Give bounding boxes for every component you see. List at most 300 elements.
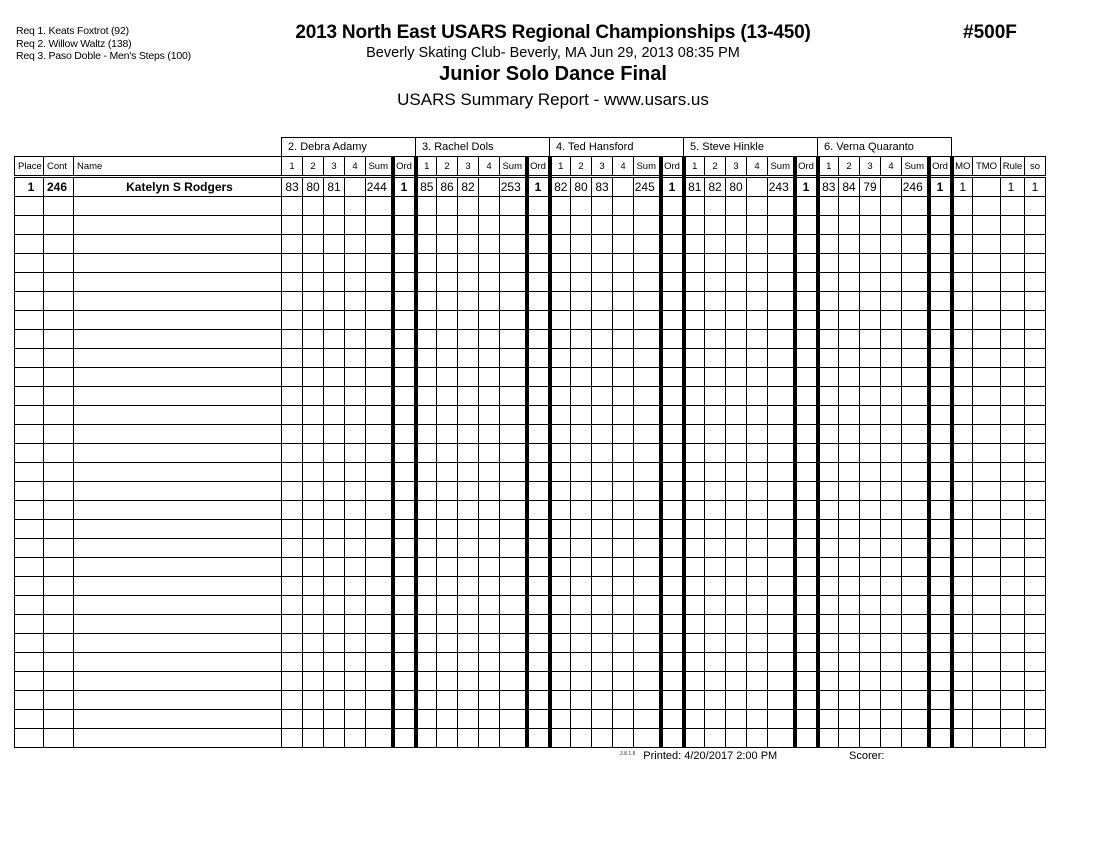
empty-cell	[839, 368, 860, 387]
empty-cell	[500, 501, 527, 520]
place-cell: 1	[15, 177, 44, 197]
empty-cell	[613, 330, 634, 349]
empty-cell	[458, 292, 479, 311]
empty-ord-cell	[929, 425, 952, 444]
empty-cell	[634, 558, 661, 577]
empty-cell	[902, 710, 929, 729]
empty-cell	[613, 273, 634, 292]
empty-cell	[282, 653, 303, 672]
empty-cell	[952, 387, 973, 406]
empty-cell	[705, 235, 726, 254]
empty-cell	[860, 254, 881, 273]
empty-cell	[952, 634, 973, 653]
empty-cell	[550, 216, 571, 235]
empty-cell	[839, 710, 860, 729]
empty-cell	[458, 729, 479, 748]
empty-cell	[818, 349, 839, 368]
empty-cell	[282, 406, 303, 425]
col-tmo: TMO	[973, 157, 1001, 177]
empty-cell	[613, 634, 634, 653]
empty-cell	[366, 254, 393, 273]
empty-cell	[1025, 501, 1046, 520]
col-judge2-2: 2	[303, 157, 324, 177]
empty-cell	[1001, 501, 1025, 520]
empty-cell	[571, 216, 592, 235]
empty-cell	[747, 520, 768, 539]
empty-cell	[726, 349, 747, 368]
empty-cell	[303, 311, 324, 330]
empty-cell	[324, 444, 345, 463]
empty-cell	[881, 482, 902, 501]
empty-cell	[818, 425, 839, 444]
empty-cell	[437, 406, 458, 425]
empty-cell	[705, 691, 726, 710]
empty-cell	[282, 292, 303, 311]
empty-cell	[973, 577, 1001, 596]
empty-ord-cell	[661, 425, 684, 444]
col-judge6-3: 3	[860, 157, 881, 177]
empty-ord-cell	[393, 197, 416, 216]
empty-cell	[634, 273, 661, 292]
empty-cell	[345, 406, 366, 425]
empty-cell	[860, 349, 881, 368]
empty-cell	[366, 520, 393, 539]
empty-cell	[324, 729, 345, 748]
empty-cell	[684, 501, 705, 520]
empty-cell	[634, 349, 661, 368]
empty-cell	[634, 387, 661, 406]
empty-cell	[726, 539, 747, 558]
empty-cell	[366, 691, 393, 710]
empty-ord-cell	[661, 273, 684, 292]
empty-ord-cell	[661, 406, 684, 425]
empty-ord-cell	[795, 349, 818, 368]
empty-cell	[74, 710, 282, 729]
judge-header-row	[15, 138, 1046, 157]
empty-cell	[550, 691, 571, 710]
empty-cell	[902, 520, 929, 539]
empty-cell	[818, 577, 839, 596]
empty-row	[15, 273, 1046, 292]
empty-cell	[282, 368, 303, 387]
empty-cell	[881, 444, 902, 463]
empty-cell	[818, 235, 839, 254]
empty-cell	[860, 235, 881, 254]
empty-cell	[550, 634, 571, 653]
empty-cell	[44, 691, 74, 710]
empty-ord-cell	[393, 634, 416, 653]
empty-cell	[303, 501, 324, 520]
empty-cell	[684, 615, 705, 634]
empty-cell	[44, 235, 74, 254]
empty-cell	[973, 311, 1001, 330]
empty-cell	[592, 615, 613, 634]
empty-cell	[1025, 197, 1046, 216]
empty-cell	[902, 577, 929, 596]
empty-cell	[860, 425, 881, 444]
empty-ord-cell	[527, 368, 550, 387]
score-s2-judge5: 82	[705, 177, 726, 197]
empty-cell	[973, 653, 1001, 672]
empty-cell	[634, 596, 661, 615]
empty-cell	[902, 311, 929, 330]
empty-ord-cell	[661, 482, 684, 501]
empty-cell	[592, 311, 613, 330]
competition-title: 2013 North East USARS Regional Championships (13-450)	[295, 22, 811, 43]
empty-cell	[366, 216, 393, 235]
empty-cell	[726, 482, 747, 501]
col-judge2-ord: Ord	[393, 157, 416, 177]
empty-cell	[973, 634, 1001, 653]
empty-ord-cell	[393, 311, 416, 330]
empty-cell	[500, 672, 527, 691]
score-s1-judge2: 83	[282, 177, 303, 197]
empty-cell	[74, 387, 282, 406]
empty-cell	[571, 311, 592, 330]
empty-cell	[839, 311, 860, 330]
empty-cell	[366, 349, 393, 368]
empty-cell	[282, 197, 303, 216]
empty-cell	[705, 349, 726, 368]
empty-cell	[705, 273, 726, 292]
empty-ord-cell	[527, 539, 550, 558]
empty-cell	[74, 558, 282, 577]
empty-ord-cell	[393, 672, 416, 691]
empty-cell	[500, 482, 527, 501]
empty-cell	[1025, 387, 1046, 406]
empty-cell	[550, 197, 571, 216]
empty-cell	[15, 444, 44, 463]
empty-cell	[768, 653, 795, 672]
empty-cell	[74, 406, 282, 425]
empty-cell	[437, 349, 458, 368]
empty-cell	[366, 197, 393, 216]
empty-cell	[747, 577, 768, 596]
empty-cell	[416, 520, 437, 539]
empty-cell	[44, 653, 74, 672]
empty-cell	[416, 653, 437, 672]
empty-cell	[1001, 596, 1025, 615]
col-judge4-sum: Sum	[634, 157, 661, 177]
empty-cell	[282, 672, 303, 691]
score-s4-judge6	[881, 177, 902, 197]
empty-cell	[592, 292, 613, 311]
empty-ord-cell	[661, 615, 684, 634]
empty-cell	[634, 197, 661, 216]
empty-cell	[973, 672, 1001, 691]
empty-cell	[860, 596, 881, 615]
empty-cell	[44, 311, 74, 330]
empty-cell	[839, 444, 860, 463]
empty-cell	[74, 444, 282, 463]
empty-cell	[282, 596, 303, 615]
empty-cell	[705, 292, 726, 311]
empty-cell	[839, 197, 860, 216]
empty-cell	[571, 387, 592, 406]
col-judge2-sum: Sum	[366, 157, 393, 177]
empty-cell	[973, 368, 1001, 387]
empty-cell	[458, 406, 479, 425]
empty-ord-cell	[661, 501, 684, 520]
empty-cell	[437, 463, 458, 482]
empty-cell	[416, 425, 437, 444]
empty-cell	[860, 368, 881, 387]
empty-cell	[705, 330, 726, 349]
empty-cell	[839, 558, 860, 577]
empty-cell	[1001, 292, 1025, 311]
empty-cell	[839, 254, 860, 273]
empty-cell	[366, 292, 393, 311]
empty-cell	[345, 558, 366, 577]
empty-cell	[550, 444, 571, 463]
empty-cell	[684, 558, 705, 577]
empty-cell	[592, 330, 613, 349]
empty-cell	[500, 368, 527, 387]
empty-ord-cell	[795, 444, 818, 463]
empty-cell	[479, 273, 500, 292]
empty-ord-cell	[527, 634, 550, 653]
empty-cell	[1001, 539, 1025, 558]
empty-cell	[324, 349, 345, 368]
empty-cell	[1025, 406, 1046, 425]
empty-cell	[684, 653, 705, 672]
empty-ord-cell	[795, 463, 818, 482]
empty-cell	[705, 501, 726, 520]
empty-cell	[747, 368, 768, 387]
empty-cell	[324, 672, 345, 691]
empty-cell	[366, 672, 393, 691]
col-judge3-2: 2	[437, 157, 458, 177]
score-s1-judge5: 81	[684, 177, 705, 197]
empty-cell	[282, 273, 303, 292]
empty-cell	[44, 539, 74, 558]
empty-cell	[860, 615, 881, 634]
empty-cell	[500, 349, 527, 368]
empty-ord-cell	[929, 520, 952, 539]
empty-ord-cell	[795, 273, 818, 292]
empty-cell	[881, 254, 902, 273]
empty-cell	[952, 368, 973, 387]
empty-cell	[592, 729, 613, 748]
score-s1-judge3: 85	[416, 177, 437, 197]
empty-cell	[324, 501, 345, 520]
empty-cell	[592, 406, 613, 425]
empty-ord-cell	[393, 368, 416, 387]
empty-cell	[952, 691, 973, 710]
empty-cell	[1025, 634, 1046, 653]
empty-cell	[458, 501, 479, 520]
empty-cell	[881, 539, 902, 558]
empty-cell	[818, 330, 839, 349]
empty-cell	[550, 387, 571, 406]
empty-cell	[952, 672, 973, 691]
empty-cell	[345, 463, 366, 482]
empty-cell	[345, 216, 366, 235]
header-spacer-right	[952, 138, 1046, 157]
empty-cell	[860, 539, 881, 558]
empty-cell	[500, 235, 527, 254]
empty-ord-cell	[795, 501, 818, 520]
empty-cell	[437, 520, 458, 539]
so-cell: 1	[1025, 177, 1046, 197]
empty-cell	[550, 653, 571, 672]
empty-cell	[726, 311, 747, 330]
empty-cell	[282, 463, 303, 482]
empty-cell	[550, 311, 571, 330]
score-s1-judge4: 82	[550, 177, 571, 197]
empty-cell	[952, 425, 973, 444]
empty-cell	[839, 330, 860, 349]
empty-cell	[416, 482, 437, 501]
empty-cell	[726, 425, 747, 444]
empty-cell	[747, 729, 768, 748]
empty-cell	[15, 311, 44, 330]
empty-cell	[366, 558, 393, 577]
empty-cell	[1025, 520, 1046, 539]
empty-cell	[550, 482, 571, 501]
empty-cell	[613, 596, 634, 615]
empty-cell	[324, 273, 345, 292]
empty-cell	[768, 634, 795, 653]
empty-ord-cell	[795, 482, 818, 501]
empty-cell	[839, 349, 860, 368]
empty-cell	[684, 577, 705, 596]
col-place: Place	[15, 157, 44, 177]
empty-cell	[571, 520, 592, 539]
empty-cell	[324, 254, 345, 273]
empty-cell	[705, 406, 726, 425]
empty-cell	[571, 254, 592, 273]
empty-cell	[366, 368, 393, 387]
empty-cell	[768, 387, 795, 406]
empty-cell	[74, 615, 282, 634]
empty-cell	[416, 387, 437, 406]
score-sum-judge4: 245	[634, 177, 661, 197]
empty-cell	[747, 710, 768, 729]
empty-cell	[15, 330, 44, 349]
empty-ord-cell	[929, 501, 952, 520]
empty-cell	[1001, 653, 1025, 672]
empty-cell	[44, 292, 74, 311]
empty-cell	[818, 273, 839, 292]
empty-cell	[881, 425, 902, 444]
empty-cell	[1025, 596, 1046, 615]
empty-cell	[839, 406, 860, 425]
empty-ord-cell	[661, 729, 684, 748]
empty-cell	[860, 558, 881, 577]
empty-cell	[973, 596, 1001, 615]
empty-cell	[74, 254, 282, 273]
col-judge5-2: 2	[705, 157, 726, 177]
empty-cell	[1001, 577, 1025, 596]
empty-cell	[571, 691, 592, 710]
empty-ord-cell	[929, 254, 952, 273]
empty-cell	[973, 501, 1001, 520]
col-judge4-4: 4	[613, 157, 634, 177]
score-sum-judge6: 246	[902, 177, 929, 197]
empty-ord-cell	[393, 691, 416, 710]
empty-cell	[973, 558, 1001, 577]
empty-cell	[1001, 520, 1025, 539]
empty-cell	[437, 216, 458, 235]
empty-cell	[705, 539, 726, 558]
empty-cell	[550, 330, 571, 349]
ordinal-judge6: 1	[929, 177, 952, 197]
empty-cell	[634, 216, 661, 235]
empty-cell	[571, 596, 592, 615]
empty-cell	[324, 539, 345, 558]
empty-cell	[705, 425, 726, 444]
empty-cell	[684, 425, 705, 444]
empty-ord-cell	[661, 653, 684, 672]
empty-cell	[500, 292, 527, 311]
empty-ord-cell	[527, 273, 550, 292]
empty-cell	[952, 330, 973, 349]
col-judge6-1: 1	[818, 157, 839, 177]
empty-cell	[952, 349, 973, 368]
col-judge4-2: 2	[571, 157, 592, 177]
empty-cell	[1025, 292, 1046, 311]
empty-cell	[15, 292, 44, 311]
empty-cell	[74, 729, 282, 748]
empty-cell	[416, 634, 437, 653]
empty-cell	[1001, 729, 1025, 748]
empty-cell	[282, 254, 303, 273]
empty-cell	[345, 254, 366, 273]
empty-cell	[324, 216, 345, 235]
empty-cell	[345, 197, 366, 216]
empty-cell	[324, 691, 345, 710]
empty-cell	[705, 729, 726, 748]
empty-cell	[726, 273, 747, 292]
empty-ord-cell	[527, 292, 550, 311]
empty-cell	[345, 520, 366, 539]
empty-cell	[684, 349, 705, 368]
empty-cell	[726, 463, 747, 482]
empty-cell	[458, 311, 479, 330]
empty-cell	[1025, 311, 1046, 330]
empty-row	[15, 520, 1046, 539]
empty-cell	[479, 596, 500, 615]
empty-cell	[634, 292, 661, 311]
empty-cell	[592, 235, 613, 254]
empty-cell	[726, 596, 747, 615]
empty-cell	[973, 273, 1001, 292]
empty-cell	[416, 311, 437, 330]
empty-cell	[705, 368, 726, 387]
col-judge5-sum: Sum	[768, 157, 795, 177]
empty-cell	[818, 710, 839, 729]
score-s3-judge5: 80	[726, 177, 747, 197]
empty-cell	[15, 577, 44, 596]
empty-cell	[458, 349, 479, 368]
empty-cell	[726, 729, 747, 748]
empty-cell	[345, 311, 366, 330]
empty-cell	[74, 596, 282, 615]
empty-cell	[684, 729, 705, 748]
empty-cell	[973, 463, 1001, 482]
empty-cell	[458, 216, 479, 235]
empty-ord-cell	[527, 406, 550, 425]
empty-ord-cell	[527, 425, 550, 444]
empty-cell	[634, 482, 661, 501]
empty-cell	[571, 273, 592, 292]
empty-cell	[818, 444, 839, 463]
empty-ord-cell	[795, 653, 818, 672]
empty-cell	[15, 615, 44, 634]
empty-ord-cell	[527, 558, 550, 577]
empty-cell	[458, 615, 479, 634]
